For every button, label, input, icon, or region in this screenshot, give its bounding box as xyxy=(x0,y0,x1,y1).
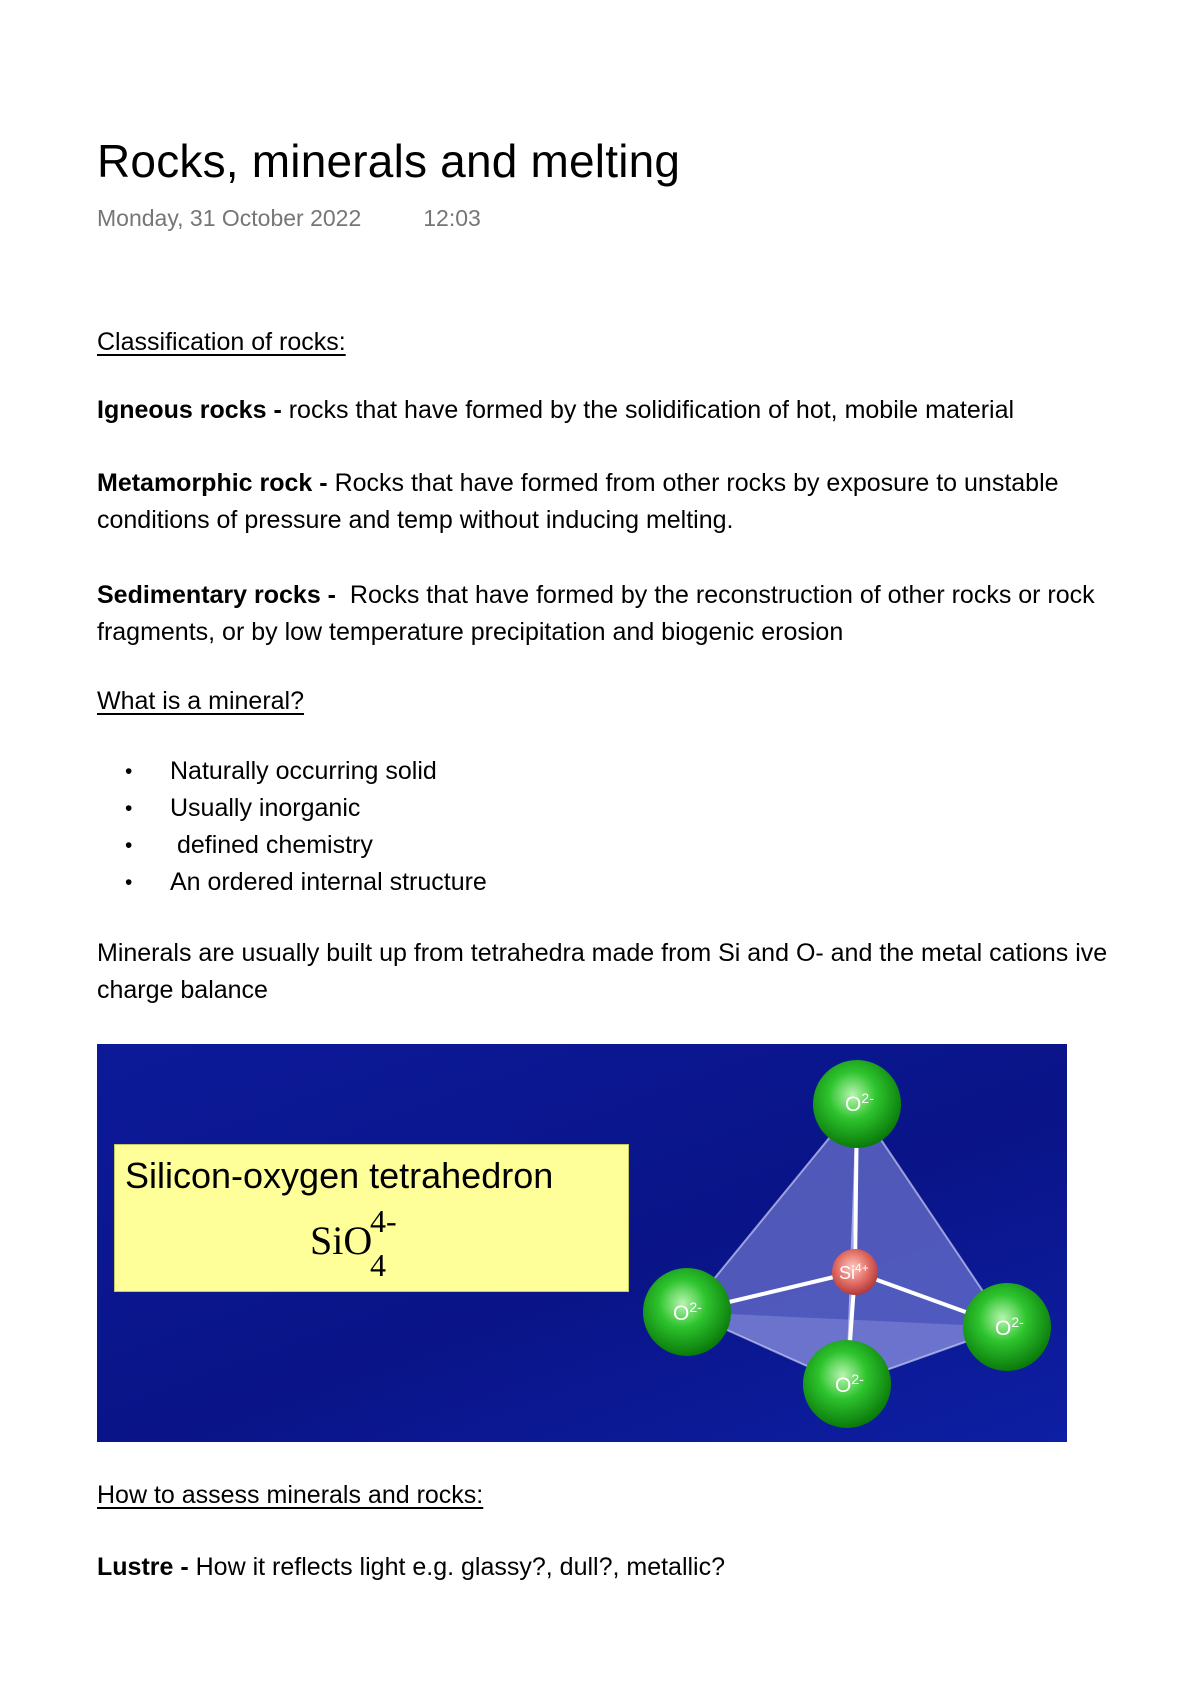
tetrahedron-figure xyxy=(97,1044,1067,1442)
atom-charge: 2- xyxy=(851,1371,864,1387)
mineral-summary xyxy=(97,935,1107,1009)
mineral-summary-1: Minerals are usually built up from tetrahedra made from Si and O- and the metal cations ive xyxy=(97,939,1108,967)
silicon-atom xyxy=(832,1249,878,1295)
assess-heading: How to assess minerals and rocks: xyxy=(97,1481,484,1509)
list-item xyxy=(125,790,487,827)
sedimentary-text-2: fragments, or by low temperature precipitation and biogenic erosion xyxy=(97,618,844,646)
oxygen-atom-right xyxy=(963,1283,1051,1371)
metamorphic-text-1: Rocks that have formed from other rocks by exposure to unstable xyxy=(334,469,1059,497)
page-meta xyxy=(97,205,481,232)
list-item-text: Naturally occurring solid xyxy=(170,757,437,785)
classification-heading: Classification of rocks: xyxy=(97,328,346,356)
lustre-definition xyxy=(97,1549,725,1586)
metamorphic-term: Metamorphic rock xyxy=(97,469,313,497)
igneous-separator: - xyxy=(266,396,289,424)
metamorphic-definition xyxy=(97,465,1059,539)
lustre-term: Lustre xyxy=(97,1553,174,1581)
page-time: 12:03 xyxy=(423,205,481,231)
formula-superscript: 4- xyxy=(370,1203,397,1239)
formula-base: SiO xyxy=(310,1218,373,1263)
mineral-heading: What is a mineral? xyxy=(97,687,305,715)
list-item xyxy=(125,864,487,901)
bullet-icon: • xyxy=(125,760,133,783)
sedimentary-text-1: Rocks that have formed by the reconstruction of other rocks or rock xyxy=(349,581,1095,609)
list-item-text: defined chemistry xyxy=(170,831,373,859)
list-item-text: Usually inorganic xyxy=(170,794,361,822)
list-item-text: An ordered internal structure xyxy=(170,868,487,896)
mineral-properties-list xyxy=(125,753,487,901)
page-title: Rocks, minerals and melting xyxy=(97,135,681,187)
atom-symbol: O xyxy=(673,1302,690,1325)
sedimentary-definition xyxy=(97,577,1095,651)
sedimentary-term: Sedimentary rocks xyxy=(97,581,321,609)
atom-charge: 2- xyxy=(689,1299,702,1315)
oxygen-atom-left xyxy=(643,1268,731,1356)
atom-symbol: O xyxy=(835,1374,852,1397)
bullet-icon: • xyxy=(125,834,133,857)
bullet-icon: • xyxy=(125,871,133,894)
figure-label-box xyxy=(114,1144,629,1292)
atom-symbol: O xyxy=(845,1093,862,1116)
igneous-definition xyxy=(97,392,1014,429)
figure-formula xyxy=(310,1203,397,1283)
bullet-icon: • xyxy=(125,797,133,820)
oxygen-atom-top xyxy=(813,1060,901,1148)
metamorphic-separator: - xyxy=(312,469,335,497)
list-item xyxy=(125,753,487,790)
metamorphic-text-2: conditions of pressure and temp without inducing melting. xyxy=(97,506,734,534)
lustre-separator: - xyxy=(173,1553,196,1581)
atom-charge: 2- xyxy=(861,1090,874,1106)
atom-charge: 4+ xyxy=(855,1261,869,1275)
atom-charge: 2- xyxy=(1011,1314,1024,1330)
igneous-text: rocks that have formed by the solidification of hot, mobile material xyxy=(288,396,1015,424)
lustre-text: How it reflects light e.g. glassy?, dull?, metallic? xyxy=(195,1553,726,1581)
formula-subscript: 4 xyxy=(370,1247,386,1283)
oxygen-atom-bottom xyxy=(803,1340,891,1428)
atom-symbol: Si xyxy=(839,1263,856,1283)
igneous-term: Igneous rocks xyxy=(97,396,267,424)
sedimentary-separator: - xyxy=(320,581,350,609)
figure-label: Silicon-oxygen tetrahedron xyxy=(125,1155,554,1196)
atom-symbol: O xyxy=(995,1317,1012,1340)
mineral-summary-2: charge balance xyxy=(97,976,268,1004)
page-date: Monday, 31 October 2022 xyxy=(97,205,362,231)
list-item xyxy=(125,827,487,864)
